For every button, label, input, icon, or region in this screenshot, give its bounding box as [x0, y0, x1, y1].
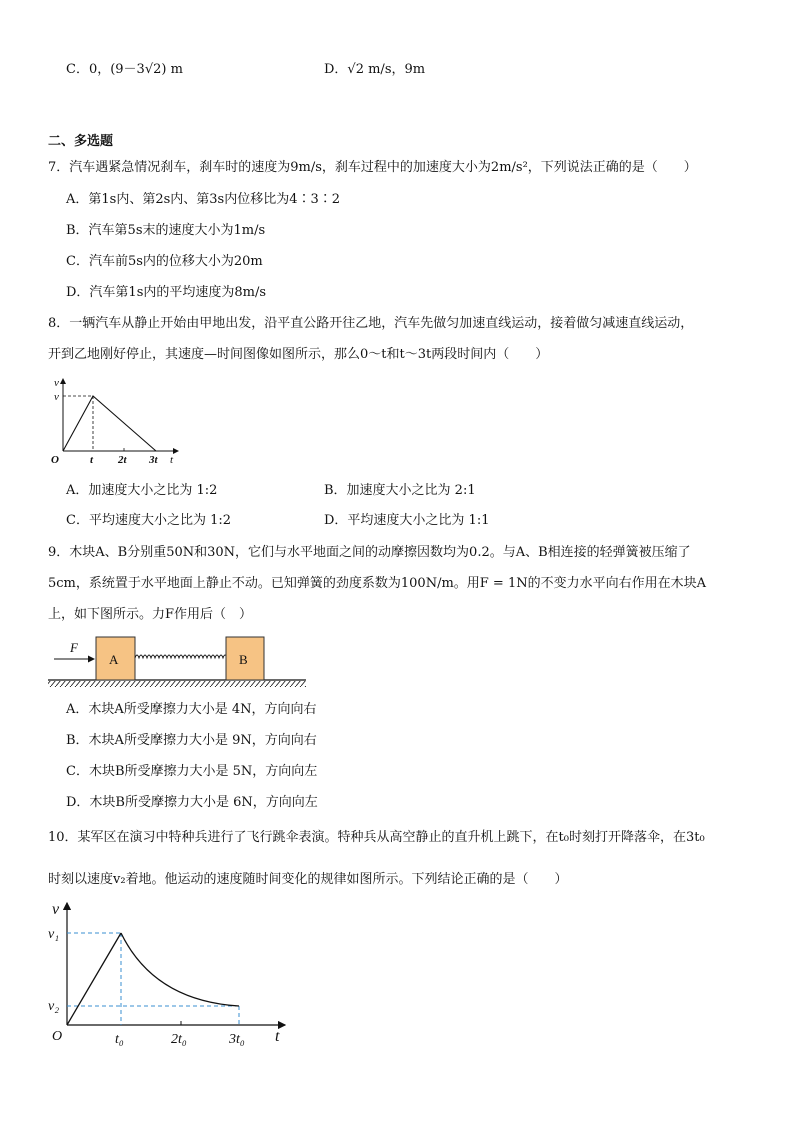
- q10-x-tick-3t0: 3t₀: [229, 1032, 245, 1047]
- q8-vt-graph: [48, 374, 198, 469]
- q8-y-axis-label: v: [54, 377, 59, 389]
- q10-stem-line1: 10．某军区在演习中特种兵进行了飞行跳伞表演。特种兵从高空静止的直升机上跳下，在t₀时刻打开降落伞，在3t₀: [48, 830, 705, 845]
- q8-x-axis-label: t: [170, 454, 174, 466]
- q9-option-a: A．木块A所受摩擦力大小是 4N，方向向右: [66, 702, 317, 717]
- q8-option-a: A．加速度大小之比为 1:2: [66, 483, 218, 498]
- q10-x-tick-t0: t₀: [115, 1032, 124, 1047]
- option-d-prev: D．√2 m/s，9m: [324, 62, 426, 77]
- q10-origin-label: O: [52, 1029, 63, 1044]
- block-a-label: A: [109, 652, 119, 667]
- q7-option-a: A．第1s内、第2s内、第3s内位移比为4∶3∶2: [66, 192, 341, 207]
- q8-velocity-line: [63, 396, 156, 451]
- q9-stem-line3: 上，如下图所示。力F作用后（ ）: [48, 607, 253, 622]
- option-c-prev: C．0，(9－3√2) m: [66, 62, 183, 77]
- force-label: F: [70, 640, 78, 655]
- q10-stem-line2: 时刻以速度v₂着地。他运动的速度随时间变化的规律如图所示。下列结论正确的是（ ）: [48, 872, 568, 887]
- q8-x-tick-t: t: [90, 454, 94, 466]
- q10-v2-label: v₂: [48, 999, 60, 1014]
- q7-option-b: B．汽车第5s末的速度大小为1m/s: [66, 223, 266, 238]
- q9-blocks-figure: [46, 632, 308, 688]
- spring: [135, 655, 227, 658]
- q9-option-d: D．木块B所受摩擦力大小是 6N，方向向左: [66, 795, 318, 810]
- q10-x-axis-label: t: [275, 1028, 280, 1045]
- q8-x-tick-2t: 2t: [118, 454, 127, 466]
- q7-option-d: D．汽车第1s内的平均速度为8m/s: [66, 285, 267, 300]
- q8-stem-line1: 8．一辆汽车从静止开始由甲地出发，沿平直公路开往乙地，汽车先做匀加速直线运动，接着做匀减速直线运动，: [48, 316, 694, 331]
- q8-origin-label: O: [51, 454, 59, 466]
- block-b-label: B: [239, 652, 248, 667]
- q10-y-axis-label: v: [52, 901, 60, 918]
- q7-stem: 7．汽车遇紧急情况刹车，刹车时的速度为9m/s，刹车过程中的加速度大小为2m/s²，下列说法正确的是（ ）: [48, 160, 697, 175]
- q10-x-tick-2t0: 2t₀: [171, 1032, 187, 1047]
- q8-option-d: D．平均速度大小之比为 1:1: [324, 513, 490, 528]
- q8-y-tick-label: v: [54, 391, 59, 403]
- q8-stem-line2: 开到乙地刚好停止，其速度—时间图像如图所示，那么0～t和t～3t两段时间内（ ）: [48, 347, 549, 362]
- q9-option-b: B．木块A所受摩擦力大小是 9N，方向向右: [66, 733, 317, 748]
- section-heading: 二、多选题: [48, 134, 114, 149]
- q10-vt-graph: [45, 897, 295, 1047]
- q10-decay-curve: [121, 933, 239, 1006]
- q7-option-c: C．汽车前5s内的位移大小为20m: [66, 254, 263, 269]
- q9-stem-line1: 9．木块A、B分别重50N和30N，它们与水平地面之间的动摩擦因数均为0.2。与A、B相连接的轻弹簧被压缩了: [48, 545, 691, 560]
- q8-option-b: B．加速度大小之比为 2:1: [324, 483, 476, 498]
- q8-x-tick-3t: 3t: [149, 454, 158, 466]
- ground-hatch: [48, 681, 306, 687]
- q10-accel-line: [67, 933, 121, 1025]
- q9-option-c: C．木块B所受摩擦力大小是 5N，方向向左: [66, 764, 318, 779]
- q10-v1-label: v₁: [48, 927, 60, 942]
- q8-option-c: C．平均速度大小之比为 1:2: [66, 513, 232, 528]
- q9-stem-line2: 5cm，系统置于水平地面上静止不动。已知弹簧的劲度系数为100N/m。用F = 1N的不变力水平向右作用在木块A: [48, 576, 706, 591]
